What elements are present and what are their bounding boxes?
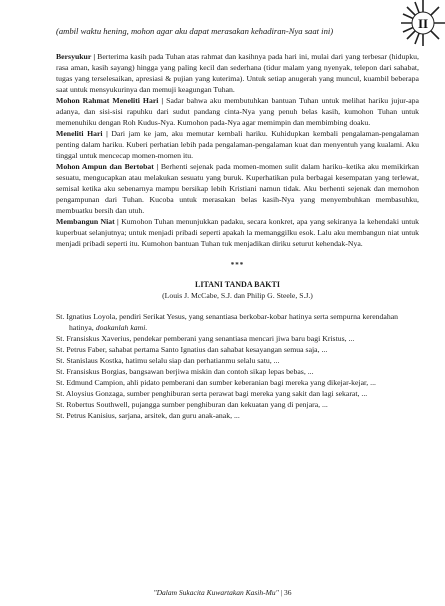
litany-item: St. Ignatius Loyola, pendiri Serikat Yesus, yang senantiasa berkobar-kobar hatinya serta sempurna kerendahan hatinya, doakanlah kami. <box>56 312 399 332</box>
footer-book-title: "Dalam Sukacita Kuwartakan Kasih-Mu" <box>153 588 279 597</box>
paragraph-text: Berterima kasih pada Tuhan atas rahmat dan kasihnya pada hari ini, mulai dari yang terbesar (hidupku, rasa aman, kasih sayang) hingga yang paling kecil dan sederhana (tidur malam yang nyenyak, telepon dari sahabat, tugas yang terselesaikan, apresiasi & pujian yang kuterima). Untuk setiap anugerah yang muncul, kuambil beberapa saat untuk mensyukurinya dan memuji keagungan Tuhan. <box>56 52 419 94</box>
top-note: (ambil waktu hening, mohon agar aku dapat merasakan kehadiran-Nya saat ini) <box>56 26 334 36</box>
paragraph-title: Bersyukur | <box>56 52 96 61</box>
paragraph-bersyukur <box>56 51 419 95</box>
litany-item: St. Petrus Kanisius, sarjana, arsitek, dan guru anak-anak, ... <box>56 411 240 420</box>
paragraph-title: Mohon Rahmat Meneliti Hari | <box>56 96 164 105</box>
litany-list <box>56 311 419 421</box>
paragraph-title: Meneliti Hari | <box>56 129 108 138</box>
page-footer <box>0 588 445 597</box>
section-divider: *** <box>230 261 245 269</box>
paragraph-membangun-niat <box>56 216 419 249</box>
paragraph-text: Sadar bahwa aku membutuhkan bantuan Tuhan untuk melihat hariku jujur-apa adanya, dan sisi-sisi rapuhku dari sudut pandang cinta-Nya yang penuh belas kasih, kumohon Tuhan untuk memenuhiku dengan Roh Kudus-Nya. Kumohon pada-Nya agar memimpin dan membimbing doaku. <box>56 96 419 127</box>
paragraph-mohon-rahmat <box>56 95 419 128</box>
paragraph-text: Kumohon Tuhan menunjukkan padaku, secara konkret, apa yang sekiranya la kehendaki untuk kuperbuat selanjutnya; untuk menjadi pribadi seperti apakah la memanggilku esok. Lalu aku membangun niat untuk menjadi pribadi seperti itu. Kumohon bantuan Tuhan tuk menjadikan diriku seturut kehendak-Nya. <box>56 217 419 248</box>
paragraph-mohon-ampun <box>56 161 419 216</box>
page-number: 36 <box>284 588 292 597</box>
paragraph-title: Mohon Ampun dan Bertobat | <box>56 162 159 171</box>
litany-subtitle: (Louis J. McCabe, S.J. dan Philip G. Steele, S.J.) <box>162 291 313 300</box>
litany-item: St. Stanislaus Kostka, hatimu selalu siap dan perhatianmu selalu satu, ... <box>56 356 280 365</box>
paragraph-text: Berhenti sejenak pada momen-momen sulit dalam hariku–ketika aku memikirkan sesuatu, mengucapkan atau melakukan sesuatu yang buruk. Kuperhatikan pula berbagai kesempatan yang terlewat, semisal ketika aku sebenarnya mampu bersikap lebih Kristiani namun tidak. Aku berhenti sejenak dan memohon pengampunan dari Tuhan. Kucoba untuk merasakan belas kasih-Nya yang menyembuhkan membasuhku, membuatku bersih dan utuh. <box>56 162 419 215</box>
litany-item: St. Fransiskus Borgias, bangsawan berjiwa miskin dan contoh sikap lepas bebas, ... <box>56 367 314 376</box>
litany-item: St. Robertus Southwell, pujangga sumber penghiburan dan kekuatan yang di penjara, ... <box>56 400 328 409</box>
litany-item: St. Petrus Faber, sahabat pertama Santo Ignatius dan sahabat kesayangan semua saja, ... <box>56 345 328 354</box>
paragraph-text: Dari jam ke jam, aku memutar kembali hariku. Kuhidupkan kembali pengalaman-pengalaman penting dalam hariku. Kuberi perhatian lebih pada pengalaman-pengalaman kuat dan menyentuh yang kualami. Aku tinggal untuk mencecap momen-momen itu. <box>56 129 419 160</box>
footer-separator: | <box>278 588 285 597</box>
litany-title: LITANI TANDA BAKTI <box>195 280 280 289</box>
chapter-mark: II <box>417 16 429 31</box>
paragraph-title: Membangun Niat | <box>56 217 119 226</box>
chapter-emblem <box>393 0 445 46</box>
paragraph-meneliti-hari <box>56 128 419 161</box>
litany-item: St. Aloysius Gonzaga, sumber penghiburan serta perawat bagi mereka yang sakit dan lagi sekarat, ... <box>56 389 368 398</box>
litany-item: St. Edmund Campion, ahli pidato pemberani dan sumber keberanian bagi mereka yang dikejar-kejar, ... <box>56 378 376 387</box>
page-content <box>56 51 419 421</box>
litany-item: St. Fransiskus Xaverius, pendekar pemberani yang senantiasa mencari jiwa baru bagi Kristus, ... <box>56 334 355 343</box>
